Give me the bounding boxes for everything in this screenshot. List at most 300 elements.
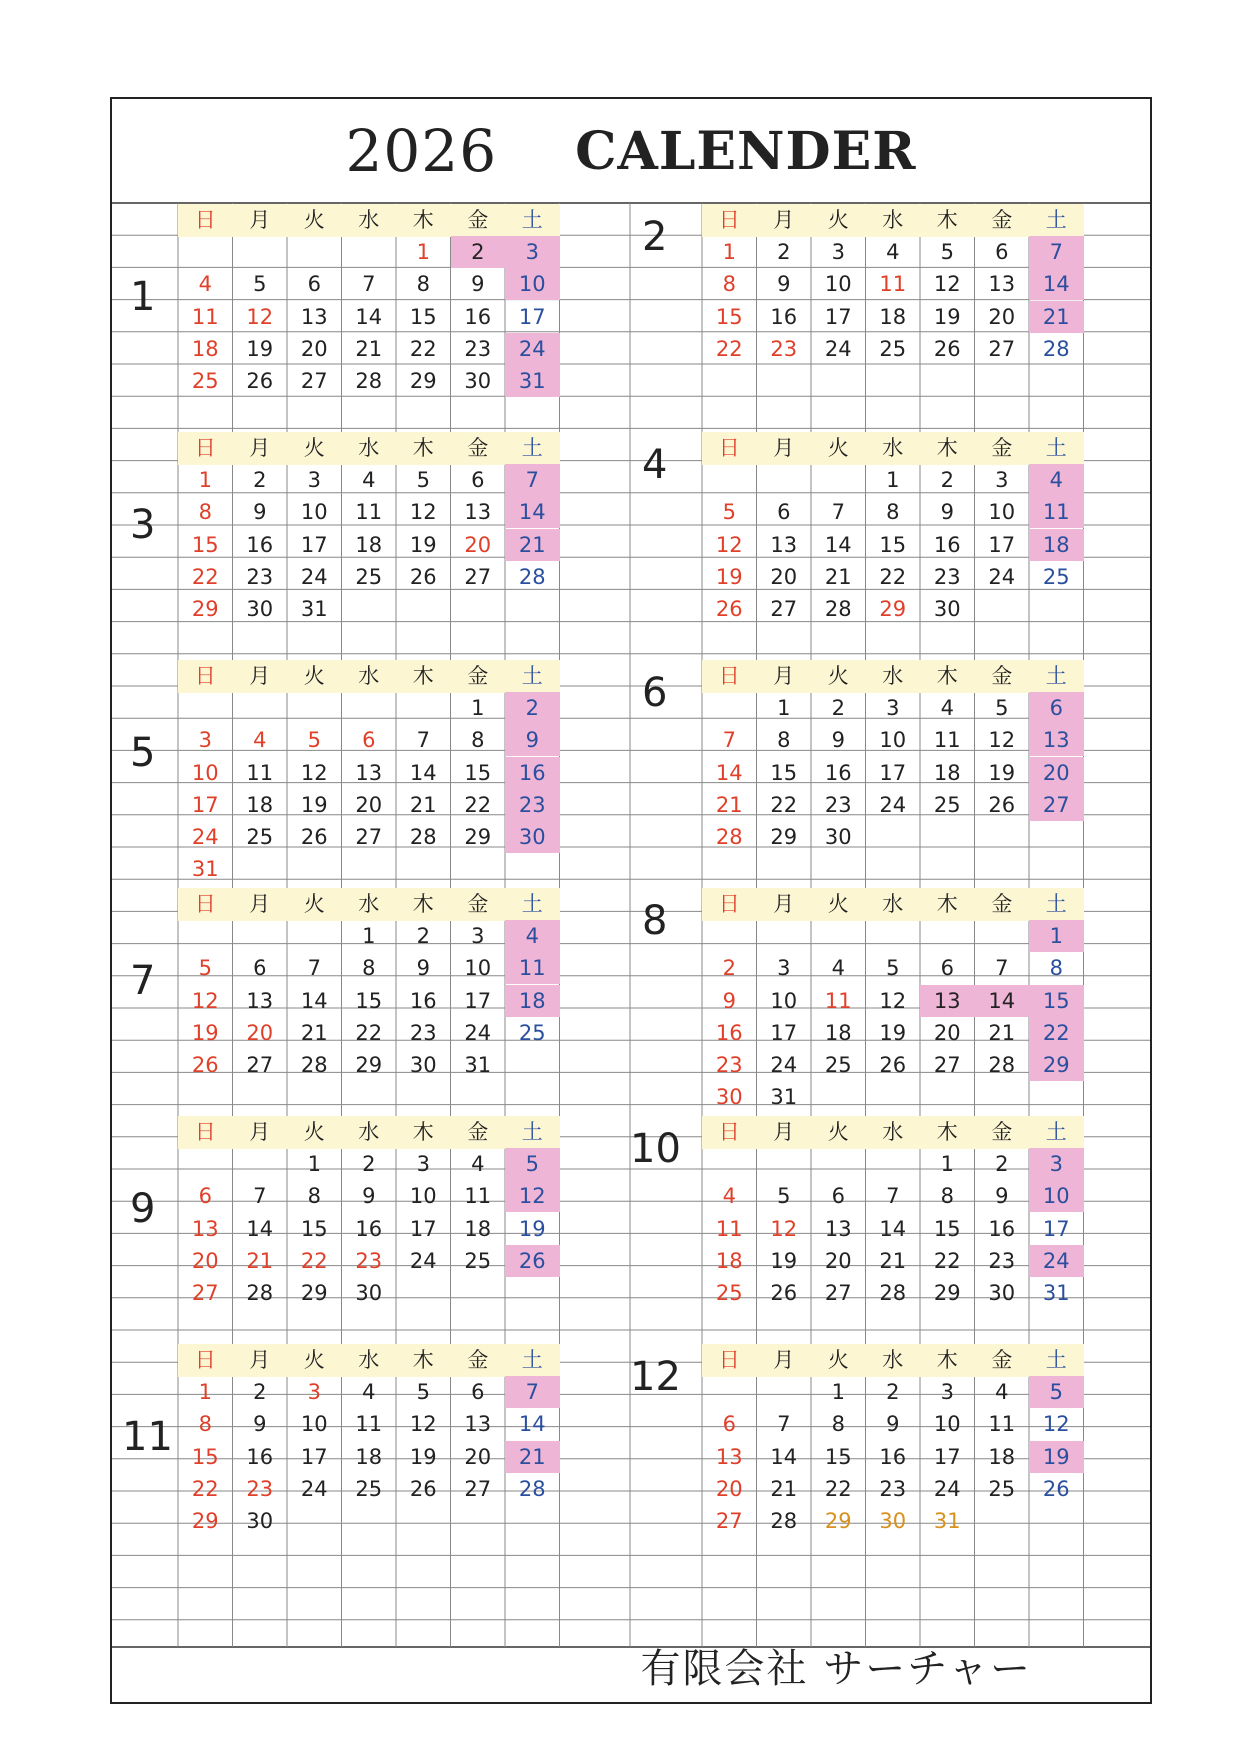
day-cell: 9 — [505, 724, 560, 756]
weekday-header: 土 — [505, 660, 560, 693]
day-cell: 20 — [246, 1020, 274, 1045]
weekday-header: 水 — [866, 204, 921, 237]
day-cell: 16 — [246, 1444, 274, 1469]
day-cell: 4 — [886, 240, 900, 265]
day-cell: 10 — [300, 1412, 328, 1437]
day-cell: 27 — [715, 1509, 743, 1533]
day-cell: 10 — [191, 760, 219, 785]
day-cell: 24 — [464, 1020, 492, 1045]
day-cell: 22 — [770, 792, 798, 817]
weekday-header: 日 — [178, 432, 233, 465]
day-cell: 18 — [824, 1020, 852, 1045]
day-cell: 1 — [831, 1380, 845, 1405]
day-cell: 23 — [824, 792, 852, 817]
day-cell: 20 — [770, 564, 798, 589]
day-cell: 25 — [191, 369, 219, 393]
day-cell: 23 — [879, 1476, 907, 1501]
day-cell: 2 — [416, 924, 430, 949]
day-cell: 28 — [409, 825, 437, 849]
day-cell: 5 — [416, 1380, 430, 1405]
day-cell: 14 — [518, 1412, 546, 1437]
day-cell: 2 — [940, 468, 954, 493]
day-cell: 16 — [355, 1216, 383, 1241]
day-cell: 23 — [246, 1476, 274, 1501]
day-cell: 8 — [831, 1412, 845, 1437]
day-cell: 9 — [471, 272, 485, 297]
weekday-header: 水 — [342, 888, 397, 921]
weekday-header: 日 — [702, 1344, 757, 1377]
weekday-header: 土 — [505, 888, 560, 921]
weekday-header: 木 — [396, 660, 451, 693]
day-cell: 30 — [246, 1509, 274, 1533]
day-cell: 3 — [416, 1152, 430, 1177]
day-cell: 7 — [307, 956, 321, 981]
day-cell: 25 — [355, 564, 383, 589]
day-cell: 9 — [940, 500, 954, 525]
day-cell: 1 — [416, 240, 430, 265]
day-cell: 28 — [518, 564, 546, 589]
day-cell: 17 — [518, 304, 546, 329]
weekday-header: 火 — [287, 660, 342, 693]
day-cell: 9 — [886, 1412, 900, 1437]
weekday-header: 金 — [975, 888, 1030, 921]
day-cell: 14 — [1029, 268, 1084, 300]
day-cell: 19 — [246, 336, 274, 361]
weekday-header: 水 — [342, 432, 397, 465]
day-cell: 11 — [879, 272, 907, 297]
weekday-header: 月 — [233, 204, 288, 237]
day-cell: 19 — [300, 792, 328, 817]
day-cell: 1 — [362, 924, 376, 949]
weekday-header: 月 — [757, 888, 812, 921]
day-cell: 2 — [995, 1152, 1009, 1177]
day-cell: 4 — [1029, 464, 1084, 496]
day-cell: 23 — [409, 1020, 437, 1045]
day-cell: 3 — [1029, 1148, 1084, 1180]
day-cell: 8 — [198, 1412, 212, 1437]
month-number: 6 — [642, 670, 668, 717]
weekday-header: 金 — [451, 432, 506, 465]
day-cell: 16 — [879, 1444, 907, 1469]
day-cell: 5 — [940, 240, 954, 265]
day-cell: 2 — [362, 1152, 376, 1177]
day-cell: 3 — [777, 956, 791, 981]
day-cell: 10 — [879, 728, 907, 753]
day-cell: 1 — [471, 696, 485, 721]
day-cell: 21 — [988, 1020, 1016, 1045]
day-cell: 3 — [505, 236, 560, 268]
day-cell: 29 — [933, 1281, 961, 1305]
day-cell: 16 — [933, 532, 961, 557]
day-cell: 7 — [995, 956, 1009, 981]
weekday-header: 土 — [505, 204, 560, 237]
day-cell: 1 — [1029, 920, 1084, 952]
day-cell: 12 — [505, 1180, 560, 1212]
day-cell: 6 — [198, 1184, 212, 1209]
day-cell: 21 — [770, 1476, 798, 1501]
day-cell: 5 — [253, 272, 267, 297]
day-cell: 3 — [940, 1380, 954, 1405]
day-cell: 22 — [1029, 1017, 1084, 1049]
day-cell: 12 — [879, 988, 907, 1013]
day-cell: 15 — [879, 532, 907, 557]
day-cell: 5 — [886, 956, 900, 981]
day-cell: 13 — [824, 1216, 852, 1241]
weekday-header: 火 — [811, 432, 866, 465]
weekday-header: 火 — [811, 1116, 866, 1149]
day-cell: 6 — [722, 1412, 736, 1437]
title-year: 2026 — [345, 117, 498, 185]
month-number: 12 — [630, 1354, 681, 1401]
day-cell: 20 — [191, 1248, 219, 1273]
month-number: 4 — [642, 442, 668, 489]
day-cell: 19 — [988, 760, 1016, 785]
day-cell: 1 — [886, 468, 900, 493]
day-cell: 4 — [940, 696, 954, 721]
day-cell: 5 — [1029, 1376, 1084, 1408]
day-cell: 12 — [409, 500, 437, 525]
weekday-header: 木 — [920, 432, 975, 465]
month-number: 1 — [130, 274, 156, 321]
day-cell: 8 — [416, 272, 430, 297]
day-cell: 4 — [362, 1380, 376, 1405]
day-cell: 7 — [505, 1376, 560, 1408]
weekday-header: 木 — [396, 888, 451, 921]
day-cell: 28 — [300, 1053, 328, 1077]
weekday-header: 月 — [757, 204, 812, 237]
weekday-header: 日 — [702, 1116, 757, 1149]
day-cell: 19 — [715, 564, 743, 589]
weekday-header: 土 — [1029, 1344, 1084, 1377]
weekday-header: 日 — [178, 1344, 233, 1377]
weekday-header: 土 — [505, 432, 560, 465]
day-cell: 27 — [300, 369, 328, 393]
day-cell: 17 — [1042, 1216, 1070, 1241]
day-cell: 13 — [988, 272, 1016, 297]
weekday-header: 月 — [233, 432, 288, 465]
weekday-header: 水 — [866, 888, 921, 921]
day-cell: 20 — [300, 336, 328, 361]
day-cell: 28 — [1042, 336, 1070, 361]
day-cell: 2 — [253, 468, 267, 493]
day-cell: 11 — [464, 1184, 492, 1209]
weekday-header: 日 — [178, 888, 233, 921]
day-cell: 25 — [464, 1248, 492, 1273]
day-cell: 6 — [777, 500, 791, 525]
weekday-header: 金 — [975, 204, 1030, 237]
day-cell: 11 — [191, 304, 219, 329]
day-cell: 14 — [824, 532, 852, 557]
day-cell: 27 — [988, 336, 1016, 361]
month-number: 5 — [130, 730, 156, 777]
day-cell: 1 — [307, 1152, 321, 1177]
day-cell: 28 — [824, 597, 852, 621]
day-cell: 3 — [995, 468, 1009, 493]
day-cell: 15 — [933, 1216, 961, 1241]
day-cell: 21 — [1029, 301, 1084, 333]
day-cell: 19 — [409, 532, 437, 557]
day-cell: 24 — [191, 825, 219, 849]
day-cell: 9 — [722, 988, 736, 1013]
weekday-header: 日 — [178, 204, 233, 237]
weekday-header: 水 — [342, 204, 397, 237]
day-cell: 10 — [988, 500, 1016, 525]
day-cell: 6 — [362, 728, 376, 753]
day-cell: 13 — [300, 304, 328, 329]
day-cell: 30 — [988, 1281, 1016, 1305]
day-cell: 24 — [824, 336, 852, 361]
day-cell: 27 — [464, 1476, 492, 1501]
day-cell: 24 — [300, 1476, 328, 1501]
day-cell: 17 — [191, 792, 219, 817]
day-cell: 29 — [409, 369, 437, 393]
day-cell: 10 — [1029, 1180, 1084, 1212]
day-cell: 17 — [464, 988, 492, 1013]
day-cell: 4 — [505, 920, 560, 952]
day-cell: 30 — [933, 597, 961, 621]
day-cell: 29 — [770, 825, 798, 849]
day-cell: 3 — [198, 728, 212, 753]
day-cell: 7 — [505, 464, 560, 496]
day-cell: 15 — [355, 988, 383, 1013]
day-cell: 16 — [409, 988, 437, 1013]
day-cell: 29 — [464, 825, 492, 849]
weekday-header: 土 — [505, 1344, 560, 1377]
day-cell: 14 — [715, 760, 743, 785]
day-cell: 12 — [1042, 1412, 1070, 1437]
day-cell: 13 — [464, 500, 492, 525]
day-cell: 5 — [416, 468, 430, 493]
day-cell: 29 — [824, 1509, 852, 1533]
day-cell: 25 — [879, 336, 907, 361]
day-cell: 20 — [988, 304, 1016, 329]
day-cell: 14 — [300, 988, 328, 1013]
day-cell: 23 — [355, 1248, 383, 1273]
day-cell: 15 — [715, 304, 743, 329]
day-cell: 30 — [505, 821, 560, 853]
weekday-header: 土 — [1029, 204, 1084, 237]
day-cell: 2 — [722, 956, 736, 981]
day-cell: 28 — [715, 825, 743, 849]
day-cell: 25 — [715, 1281, 743, 1305]
weekday-header: 水 — [342, 660, 397, 693]
day-cell: 2 — [451, 236, 506, 268]
day-cell: 29 — [1029, 1049, 1084, 1081]
day-cell: 13 — [1029, 724, 1084, 756]
day-cell: 1 — [777, 696, 791, 721]
month-number: 3 — [130, 502, 156, 549]
day-cell: 2 — [505, 692, 560, 724]
day-cell: 15 — [464, 760, 492, 785]
day-cell: 8 — [307, 1184, 321, 1209]
day-cell: 23 — [770, 336, 798, 361]
weekday-header: 木 — [920, 1344, 975, 1377]
day-cell: 22 — [191, 564, 219, 589]
day-cell: 11 — [933, 728, 961, 753]
day-cell: 21 — [715, 792, 743, 817]
month-number: 11 — [122, 1414, 173, 1461]
weekday-header: 金 — [451, 204, 506, 237]
day-cell: 5 — [995, 696, 1009, 721]
day-cell: 12 — [715, 532, 743, 557]
weekday-header: 土 — [1029, 1116, 1084, 1149]
day-cell: 17 — [824, 304, 852, 329]
day-cell: 8 — [886, 500, 900, 525]
day-cell: 29 — [355, 1053, 383, 1077]
weekday-header: 金 — [975, 1116, 1030, 1149]
day-cell: 21 — [355, 336, 383, 361]
day-cell: 9 — [253, 500, 267, 525]
day-cell: 25 — [824, 1053, 852, 1077]
day-cell: 19 — [879, 1020, 907, 1045]
weekday-header: 火 — [287, 432, 342, 465]
day-cell: 27 — [1029, 789, 1084, 821]
day-cell: 11 — [355, 500, 383, 525]
day-cell: 6 — [1029, 692, 1084, 724]
month-number: 7 — [130, 958, 156, 1005]
day-cell: 7 — [722, 728, 736, 753]
day-cell: 11 — [246, 760, 274, 785]
weekday-header: 火 — [811, 888, 866, 921]
day-cell: 22 — [355, 1020, 383, 1045]
day-cell: 11 — [1029, 496, 1084, 528]
weekday-header: 月 — [233, 1116, 288, 1149]
day-cell: 23 — [464, 336, 492, 361]
day-cell: 25 — [246, 825, 274, 849]
day-cell: 14 — [246, 1216, 274, 1241]
day-cell: 6 — [471, 468, 485, 493]
day-cell: 28 — [988, 1053, 1016, 1077]
day-cell: 20 — [355, 792, 383, 817]
day-cell: 8 — [777, 728, 791, 753]
day-cell: 7 — [253, 1184, 267, 1209]
day-cell: 11 — [824, 988, 852, 1013]
day-cell: 29 — [191, 1509, 219, 1533]
weekday-header: 火 — [287, 1344, 342, 1377]
day-cell: 27 — [824, 1281, 852, 1305]
day-cell: 4 — [471, 1152, 485, 1177]
day-cell: 29 — [300, 1281, 328, 1305]
day-cell: 7 — [362, 272, 376, 297]
day-cell: 28 — [770, 1509, 798, 1533]
weekday-header: 水 — [866, 1344, 921, 1377]
day-cell: 18 — [988, 1444, 1016, 1469]
day-cell: 26 — [988, 792, 1016, 817]
day-cell: 7 — [886, 1184, 900, 1209]
day-cell: 27 — [191, 1281, 219, 1305]
day-cell: 10 — [464, 956, 492, 981]
day-cell: 24 — [300, 564, 328, 589]
day-cell: 26 — [409, 1476, 437, 1501]
day-cell: 16 — [988, 1216, 1016, 1241]
day-cell: 11 — [988, 1412, 1016, 1437]
day-cell: 6 — [307, 272, 321, 297]
weekday-header: 金 — [451, 1344, 506, 1377]
day-cell: 23 — [246, 564, 274, 589]
day-cell: 13 — [920, 985, 975, 1017]
day-cell: 22 — [879, 564, 907, 589]
day-cell: 26 — [409, 564, 437, 589]
weekday-header: 水 — [866, 1116, 921, 1149]
day-cell: 5 — [198, 956, 212, 981]
day-cell: 18 — [879, 304, 907, 329]
day-cell: 15 — [191, 1444, 219, 1469]
day-cell: 20 — [1029, 757, 1084, 789]
day-cell: 10 — [933, 1412, 961, 1437]
day-cell: 29 — [191, 597, 219, 621]
company-name: 有限会社 サーチャー — [640, 1646, 1032, 1692]
day-cell: 5 — [307, 728, 321, 753]
day-cell: 17 — [409, 1216, 437, 1241]
day-cell: 3 — [886, 696, 900, 721]
weekday-header: 木 — [396, 432, 451, 465]
day-cell: 19 — [1029, 1441, 1084, 1473]
day-cell: 24 — [988, 564, 1016, 589]
day-cell: 5 — [505, 1148, 560, 1180]
day-cell: 18 — [505, 985, 560, 1017]
months-container — [112, 99, 1150, 1702]
day-cell: 17 — [300, 1444, 328, 1469]
day-cell: 18 — [355, 532, 383, 557]
day-cell: 4 — [362, 468, 376, 493]
day-cell: 28 — [355, 369, 383, 393]
day-cell: 17 — [988, 532, 1016, 557]
day-cell: 22 — [464, 792, 492, 817]
day-cell: 14 — [770, 1444, 798, 1469]
day-cell: 22 — [933, 1248, 961, 1273]
weekday-header: 金 — [451, 1116, 506, 1149]
weekday-header: 火 — [287, 1116, 342, 1149]
day-cell: 13 — [770, 532, 798, 557]
weekday-header: 日 — [702, 888, 757, 921]
day-cell: 22 — [191, 1476, 219, 1501]
day-cell: 16 — [505, 757, 560, 789]
day-cell: 18 — [355, 1444, 383, 1469]
day-cell: 9 — [995, 1184, 1009, 1209]
day-cell: 31 — [464, 1053, 492, 1077]
day-cell: 9 — [416, 956, 430, 981]
day-cell: 8 — [940, 1184, 954, 1209]
day-cell: 4 — [995, 1380, 1009, 1405]
day-cell: 30 — [879, 1509, 907, 1533]
day-cell: 26 — [505, 1245, 560, 1277]
weekday-header: 水 — [342, 1344, 397, 1377]
day-cell: 22 — [300, 1248, 328, 1273]
day-cell: 15 — [1029, 985, 1084, 1017]
day-cell: 14 — [355, 304, 383, 329]
day-cell: 13 — [355, 760, 383, 785]
day-cell: 2 — [831, 696, 845, 721]
day-cell: 10 — [409, 1184, 437, 1209]
day-cell: 24 — [505, 333, 560, 365]
day-cell: 24 — [409, 1248, 437, 1273]
day-cell: 16 — [824, 760, 852, 785]
day-cell: 21 — [505, 1441, 560, 1473]
weekday-header: 水 — [866, 660, 921, 693]
day-cell: 24 — [879, 792, 907, 817]
day-cell: 28 — [246, 1281, 274, 1305]
day-cell: 15 — [191, 532, 219, 557]
weekday-header: 木 — [396, 1344, 451, 1377]
day-cell: 10 — [824, 272, 852, 297]
day-cell: 19 — [933, 304, 961, 329]
weekday-header: 土 — [505, 1116, 560, 1149]
day-cell: 25 — [1042, 564, 1070, 589]
weekday-header: 金 — [975, 1344, 1030, 1377]
day-cell: 15 — [770, 760, 798, 785]
day-cell: 8 — [1049, 956, 1063, 981]
day-cell: 22 — [409, 336, 437, 361]
